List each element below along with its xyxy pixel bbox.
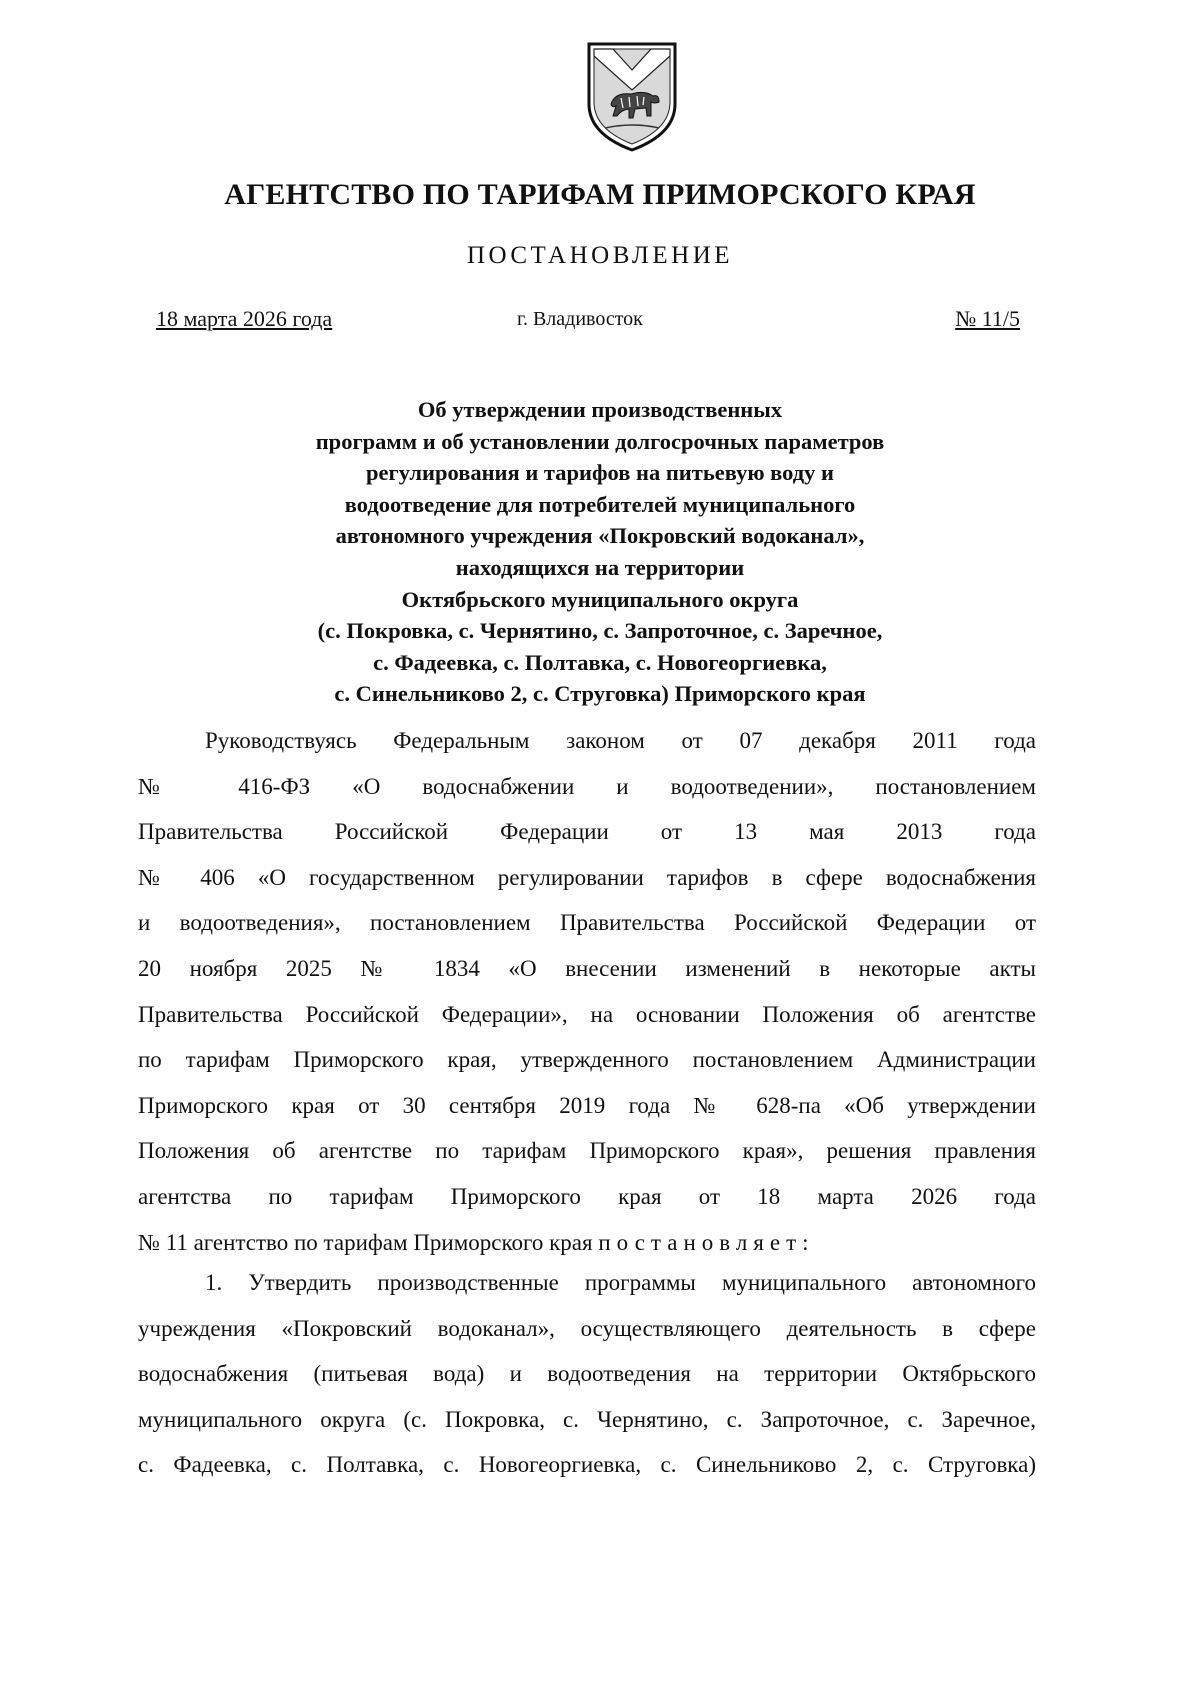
preamble-line: и водоотведения», постановлением Правительства Российской Федерации от (138, 910, 1036, 936)
item-1-line: 1. Утвердить производственные программы муниципального автономного (205, 1270, 1036, 1295)
preamble-line: № 416-ФЗ «О водоснабжении и водоотведении», постановлением (138, 773, 1036, 799)
title-line: Об утверждении производственных (417, 397, 783, 422)
preamble-line: № 406 «О государственном регулировании тарифов в сфере водоснабжения (138, 864, 1036, 890)
primorsky-krai-coat-of-arms-icon (585, 42, 679, 152)
title-line: автономного учреждения «Покровский водоканал», (335, 523, 865, 549)
title-line: Октябрьского муниципального округа (401, 586, 799, 612)
item-1-line: учреждения «Покровский водоканал», осуществляющего деятельность в сфере (138, 1315, 1036, 1341)
preamble-line: Положения об агентстве по тарифам Приморского края», решения правления (138, 1138, 1036, 1164)
title-line: водоотведение для потребителей муниципального (344, 491, 856, 517)
preamble-line: Приморского края от 30 сентября 2019 года № 628-па «Об утверждении (138, 1092, 1036, 1118)
document-place: г. Владивосток (517, 308, 643, 330)
document-type: ПОСТАНОВЛЕНИЕ (466, 242, 734, 269)
preamble-paragraph (138, 718, 1036, 1265)
document-date: 18 марта 2026 года (156, 306, 333, 331)
preamble-line: Правительства Российской Федерации», на основании Положения об агентстве (138, 1001, 1036, 1027)
decree-word: постановляет: (598, 1229, 815, 1255)
title-line: с. Фадеевка, с. Полтавка, с. Новогеоргиевка, (373, 649, 827, 675)
document-title (150, 394, 1050, 710)
preamble-line: 20 ноября 2025 № 1834 «О внесении изменений в некоторые акты (138, 955, 1036, 981)
title-line: программ и об установлении долгосрочных параметров (315, 428, 885, 454)
item-1-paragraph (138, 1260, 1036, 1488)
item-1-line: с. Фадеевка, с. Полтавка, с. Новогеоргиевка, с. Синельниково 2, с. Струговка) (138, 1452, 1036, 1478)
document-number: № 11/5 (955, 306, 1020, 331)
title-line: находящихся на территории (455, 554, 745, 580)
preamble-line: по тарифам Приморского края, утвержденного постановлением Администрации (138, 1047, 1036, 1073)
preamble-line: Руководствуясь Федеральным законом от 07 декабря 2011 года (205, 728, 1036, 753)
title-line: (с. Покровка, с. Чернятино, с. Запроточное, с. Заречное, (317, 618, 883, 644)
item-1-line: муниципального округа (с. Покровка, с. Чернятино, с. Запроточное, с. Заречное, (138, 1406, 1036, 1432)
preamble-line: Правительства Российской Федерации от 13 мая 2013 года (138, 819, 1036, 845)
item-1-line: водоснабжения (питьевая вода) и водоотведения на территории Октябрьского (138, 1361, 1036, 1387)
title-line: с. Синельниково 2, с. Струговка) Приморского края (334, 681, 866, 707)
preamble-line (138, 1220, 1036, 1266)
agency-name: АГЕНТСТВО ПО ТАРИФАМ ПРИМОРСКОГО КРАЯ (224, 178, 976, 211)
preamble-closing-text: № 11 агентство по тарифам Приморского края (138, 1229, 593, 1255)
preamble-line: агентства по тарифам Приморского края от 18 марта 2026 года (138, 1183, 1036, 1209)
title-line: регулирования и тарифов на питьевую воду и (366, 460, 834, 486)
